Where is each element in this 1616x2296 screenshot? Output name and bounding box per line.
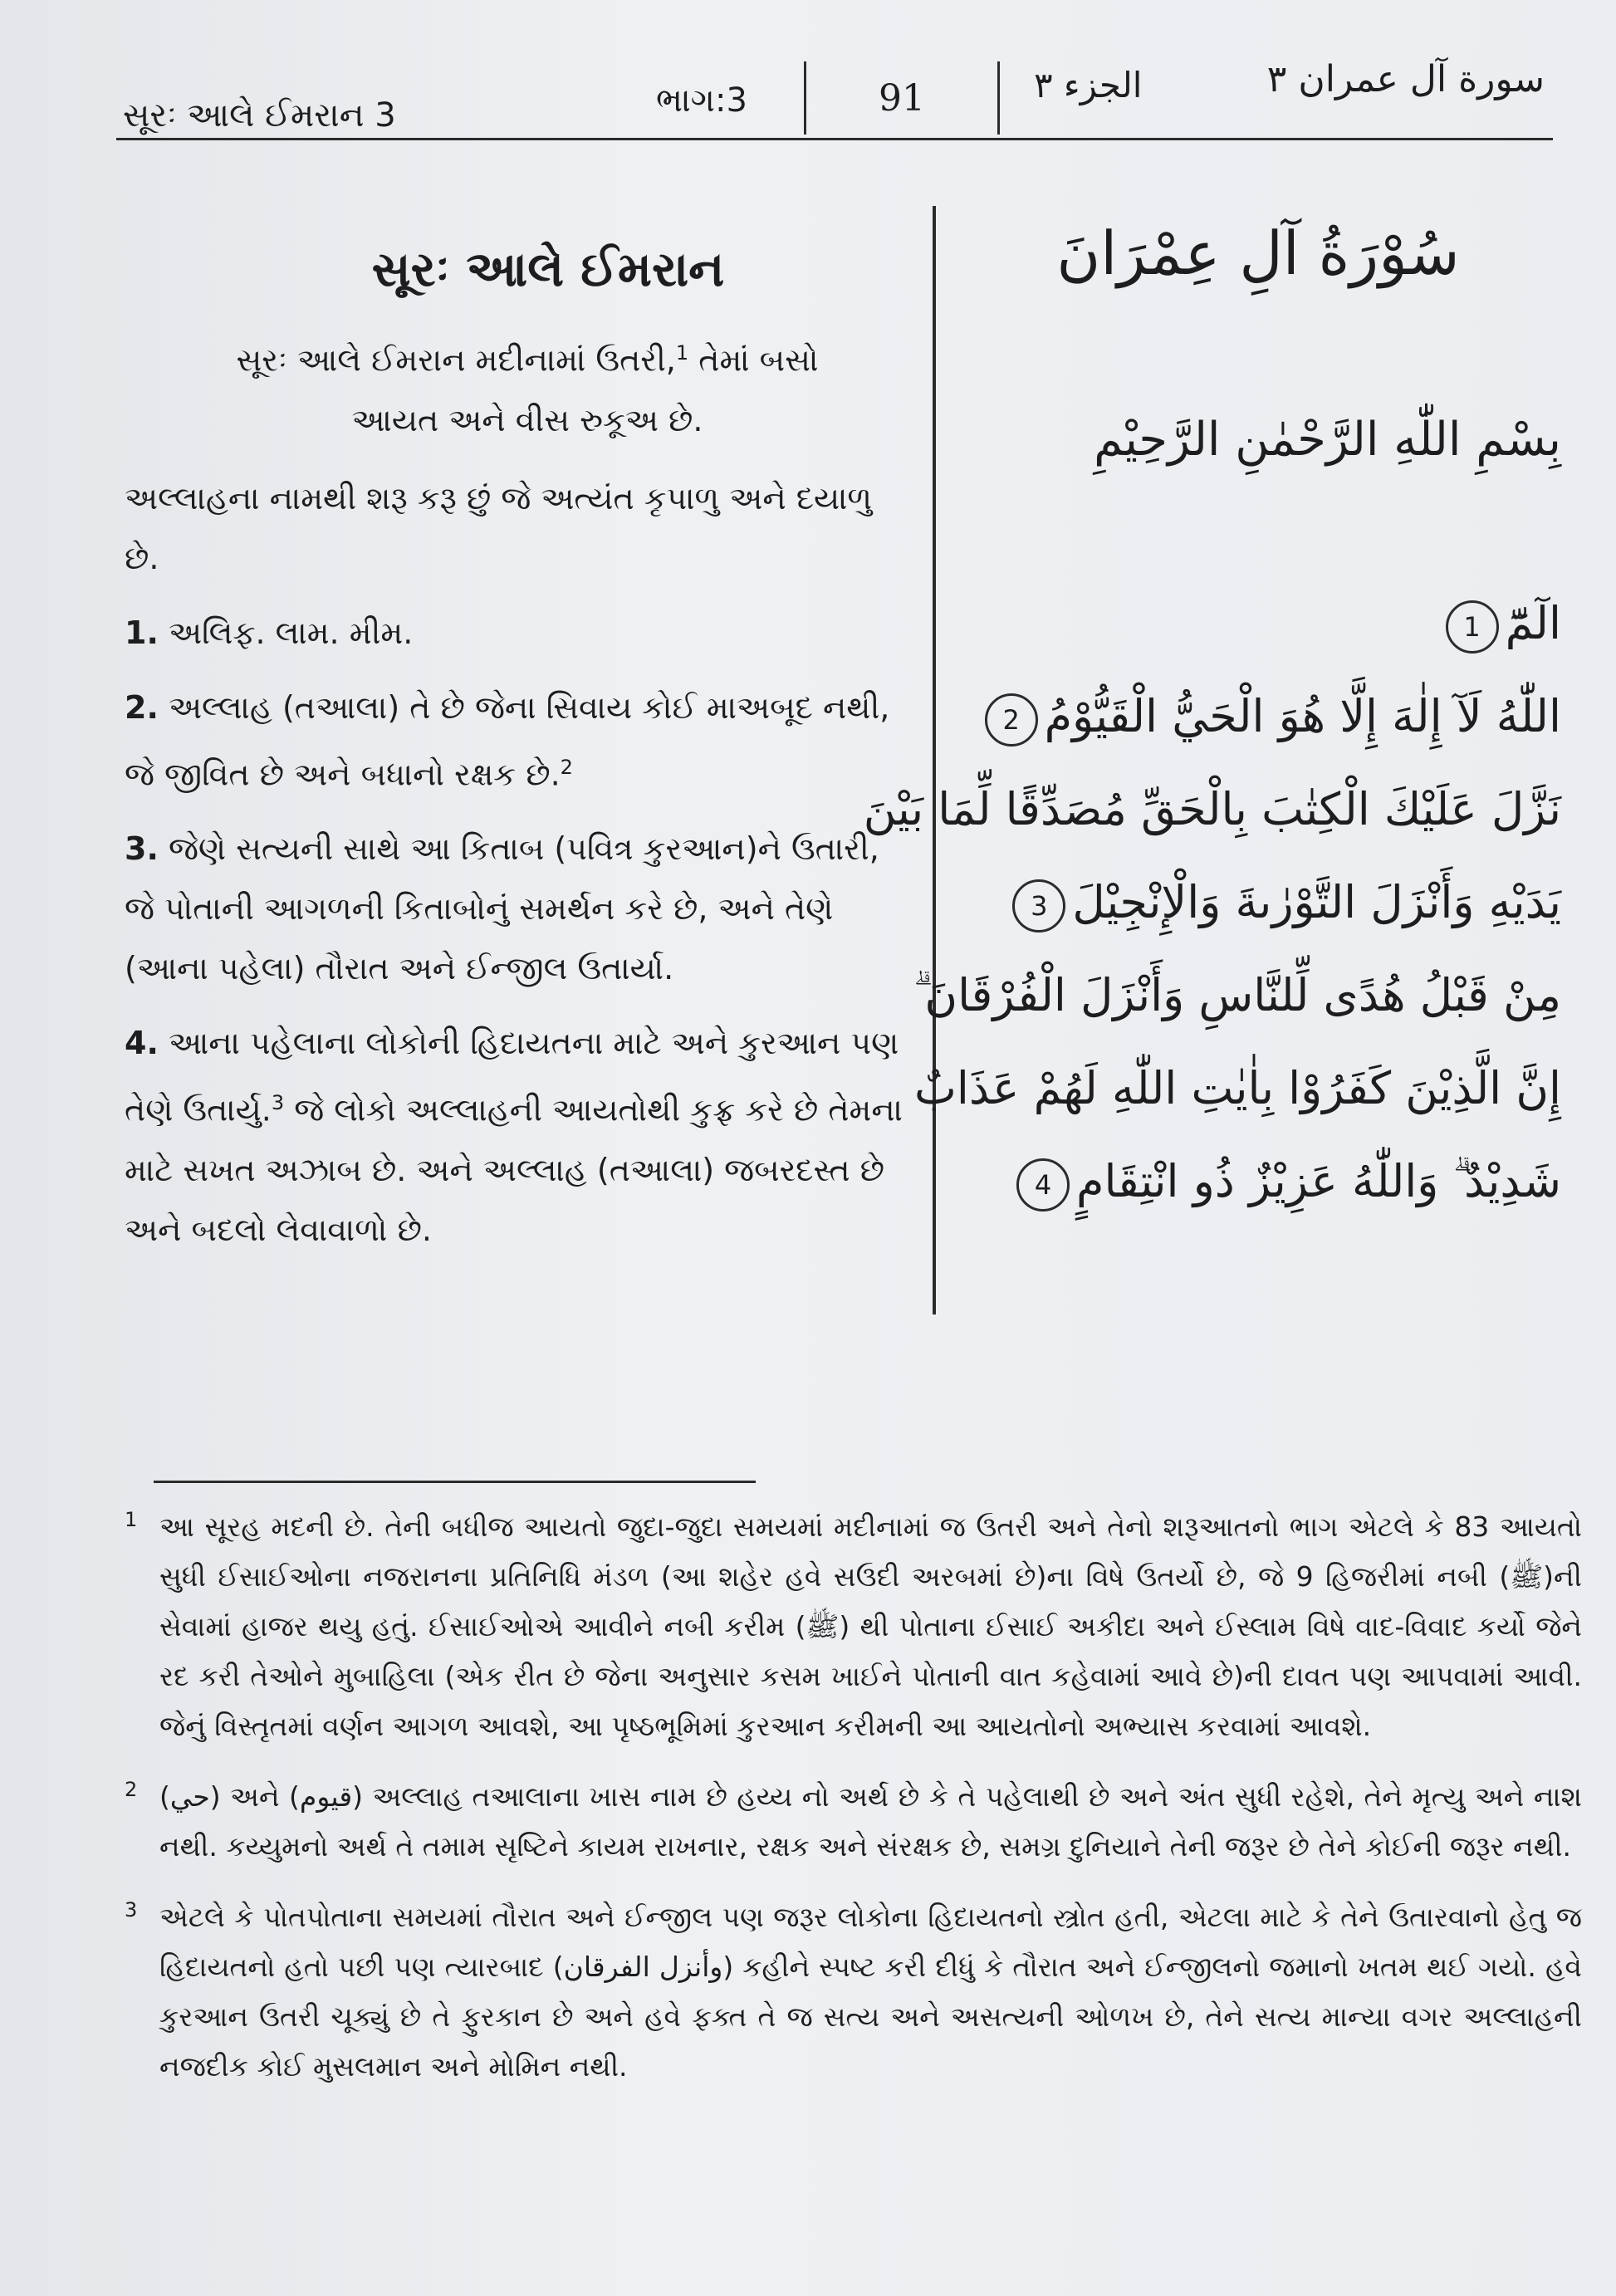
footnote-number: 3 xyxy=(125,1898,138,1921)
bismillah-translation: અલ્લાહના નામથી શરૂ કરૂ છું જે અત્યંત કૃપાળુ અને દયાળુ છે. xyxy=(125,479,873,576)
footnote-text: (حي) અને (قيوم) અલ્લાહ તઆલાના ખાસ નામ છે હય્ય નો અર્થ છે કે તે પહેલાથી છે અને અંત સુધી રહેશે, તેને મૃત્યુ અને નાશ નથી. કય્યુમનો અર્થ તે તમામ સૃષ્ટિને કાયમ રાખનાર, રક્ષક અને સંરક્ષક છે, સમગ્ર દુનિયાને તેની જરૂર છે તેને કોઈની જરૂર નથી. xyxy=(159,1780,1582,1863)
footnote-1 xyxy=(125,1495,1582,1751)
header-rule xyxy=(116,138,1553,140)
intro-text-2: તેમાં બસો xyxy=(688,341,819,379)
arabic-verse-3-line-1: نَزَّلَ عَلَيْكَ الْكِتٰبَ بِالْحَقِّ مُصَدِّقًا لِّمَا بَيْنَ xyxy=(863,783,1561,835)
verse-text: અલિફ. લામ. મીમ. xyxy=(158,614,414,651)
verse-text: આના પહેલાના લોકોની હિદાયતના માટે અને કુરઆન પણ તેણે ઉતાર્યુ. xyxy=(125,1025,899,1128)
column-divider xyxy=(933,206,936,1314)
verse-1-translation xyxy=(125,603,913,663)
arabic-verse-2 xyxy=(955,670,1561,763)
arabic-verse-4-line-3 xyxy=(955,1135,1561,1228)
verse-text-cont: જે લોકો અલ્લાહની આયતોથી કુફ્ર કરે છે તેમના માટે સખત અઝાબ છે. અને અલ્લાહ (તઆલા) જબરદસ્ત છે અને બદલો લેવાવાળો છે. xyxy=(125,1091,903,1248)
surah-calligraphy: سُوْرَةُ آلِ عِمْرَانَ xyxy=(1056,218,1460,288)
verse-number-marker: 4 xyxy=(1016,1158,1070,1212)
header-part: ભાગ:3 xyxy=(656,81,747,120)
verse-4-translation xyxy=(125,1013,913,1260)
footnote-ref-1: 1 xyxy=(675,341,689,365)
arabic-verse-4-line-1: مِنْ قَبْلُ هُدًى لِّلنَّاسِ وَأَنْزَلَ الْفُرْقَانَ ۗ xyxy=(913,969,1561,1021)
footnote-text: આ સૂરહ મદની છે. તેની બધીજ આયતો જુદા-જુદા સમયમાં મદીનામાં જ ઉતરી અને તેનો શરૂઆતનો ભાગ એટલે કે 83 આયતો સુધી ઈસાઈઓના નજરાનના પ્રતિનિધિ મંડળ (આ શહેર હવે સઉદી અરબમાં છે)ના વિષે ઉતર્યો છે, જે 9 હિજરીમાં નબી (ﷺ)ની સેવામાં હાજર થયુ હતું. ઈસાઈઓએ આવીને નબી કરીમ (ﷺ) થી પોતાના ઈસાઈ અકીદા અને ઈસ્લામ વિષે વાદ-વિવાદ કર્યો જેને રદ કરી તેઓને મુબાહિલા (એક રીત છે જેના અનુસાર કસમ ખાઈને પોતાની વાત કહેવામાં આવે છે)ની દાવત પણ આપવામાં આવી. જેનું વિસ્તૃતમાં વર્ણન આગળ આવશે, આ પૃષ્ઠભૂમિમાં કુરઆન કરીમની આ આયતોનો અભ્યાસ કરવામાં આવશે. xyxy=(159,1510,1583,1742)
header-surah-gujarati: સૂરઃ આલે ઈમરાન 3 xyxy=(123,96,396,135)
intro-text-1: સૂરઃ આલે ઈમરાન મદીનામાં ઉતરી, xyxy=(236,341,676,379)
verse-number: 1. xyxy=(125,614,159,651)
arabic-verse-3-line-2 xyxy=(955,856,1561,949)
surah-intro xyxy=(125,323,913,450)
footnote-3 xyxy=(125,1885,1582,2092)
page-header xyxy=(116,58,1553,135)
verse-number-marker: 3 xyxy=(1012,879,1065,933)
footnote-ref-3: 3 xyxy=(271,1091,285,1115)
footnote-2 xyxy=(125,1765,1582,1872)
footnote-text: એટલે કે પોતપોતાના સમયમાં તૌરાત અને ઈન્જીલ પણ જરૂર લોકોના હિદાયતનો સ્ત્રોત હતી, એટલા માટે કે તેને ઉતારવાનો હેતુ જ હિદાયતનો હતો પછી પણ ત્યારબાદ (وأنزل الفرقان) કહીને સ્પષ્ટ કરી દીધું કે તૌરાત અને ઈન્જીલનો જમાનો ખતમ થઈ ગયો. હવે કુરઆન ઉતરી ચૂક્યું છે તે ફુરકાન છે અને હવે ફક્ત તે જ સત્ય અને અસત્યની ઓળખ છે, તેને સત્ય માન્યા વગર અલ્લાહની નજદીક કોઈ મુસલમાન અને મોમિન નથી. xyxy=(159,1901,1582,2083)
gujarati-translation xyxy=(125,241,913,1275)
arabic-bismillah: بِسْمِ اللّٰهِ الرَّحْمٰنِ الرَّحِيْمِ xyxy=(1094,413,1561,467)
footnote-number: 1 xyxy=(125,1508,138,1531)
footnote-number: 2 xyxy=(125,1778,138,1801)
arabic-verse-1 xyxy=(955,577,1561,670)
intro-text-3: આયત અને વીસ રુકૂઅ છે. xyxy=(351,401,703,438)
verse-text: જેણે સત્યની સાથે આ કિતાબ (પવિત્ર કુરઆન)ને ઉતારી, જે પોતાની આગળની કિતાબોનું સમર્થન કરે છે, અને તેણે (આના પહેલા) તૌરાત અને ઈન્જીલ ઉતાર્યા. xyxy=(125,830,879,987)
page-number: 91 xyxy=(804,61,1000,135)
arabic-verse-text: الٓمّٓ xyxy=(1505,597,1561,649)
arabic-verse-4-line-2: إِنَّ الَّذِيْنَ كَفَرُوْا بِاٰيٰتِ اللّٰهِ لَهُمْ عَذَابٌ xyxy=(914,1062,1561,1114)
verse-number: 4. xyxy=(125,1025,159,1062)
footnote-rule xyxy=(154,1481,756,1483)
verse-number: 2. xyxy=(125,688,159,726)
footnotes xyxy=(125,1495,1582,2105)
verse-3-translation xyxy=(125,819,913,998)
verse-number-marker: 2 xyxy=(985,693,1038,747)
footnote-ref-2: 2 xyxy=(560,755,573,779)
arabic-verse-text: شَدِيْدٌ ۗ وَاللّٰهُ عَزِيْزٌ ذُو انْتِقَامٍ xyxy=(1076,1155,1561,1207)
arabic-verse-text: اللّٰهُ لَآ إِلٰهَ إِلَّا هُوَ الْحَيُّ الْقَيُّوْمُ xyxy=(1044,690,1561,742)
verse-2-translation xyxy=(125,678,913,805)
gujarati-surah-title: સૂરઃ આલે ઈમરાન xyxy=(371,241,725,297)
arabic-verse-text: يَدَيْهِ وَأَنْزَلَ التَّوْرٰىةَ وَالْإِنْجِيْلَ xyxy=(1072,876,1561,928)
arabic-text xyxy=(863,203,1561,1228)
verse-text: અલ્લાહ (તઆલા) તે છે જેના સિવાય કોઈ માઅબૂદ નથી, જે જીવિત છે અને બધાનો રક્ષક છે. xyxy=(125,688,890,793)
header-juz-arabic: الجزء ٣ xyxy=(1034,65,1143,105)
verse-number: 3. xyxy=(125,830,159,868)
verse-number-marker: 1 xyxy=(1446,600,1499,654)
header-surah-arabic: سورة آل عمران ٣ xyxy=(1266,58,1545,100)
